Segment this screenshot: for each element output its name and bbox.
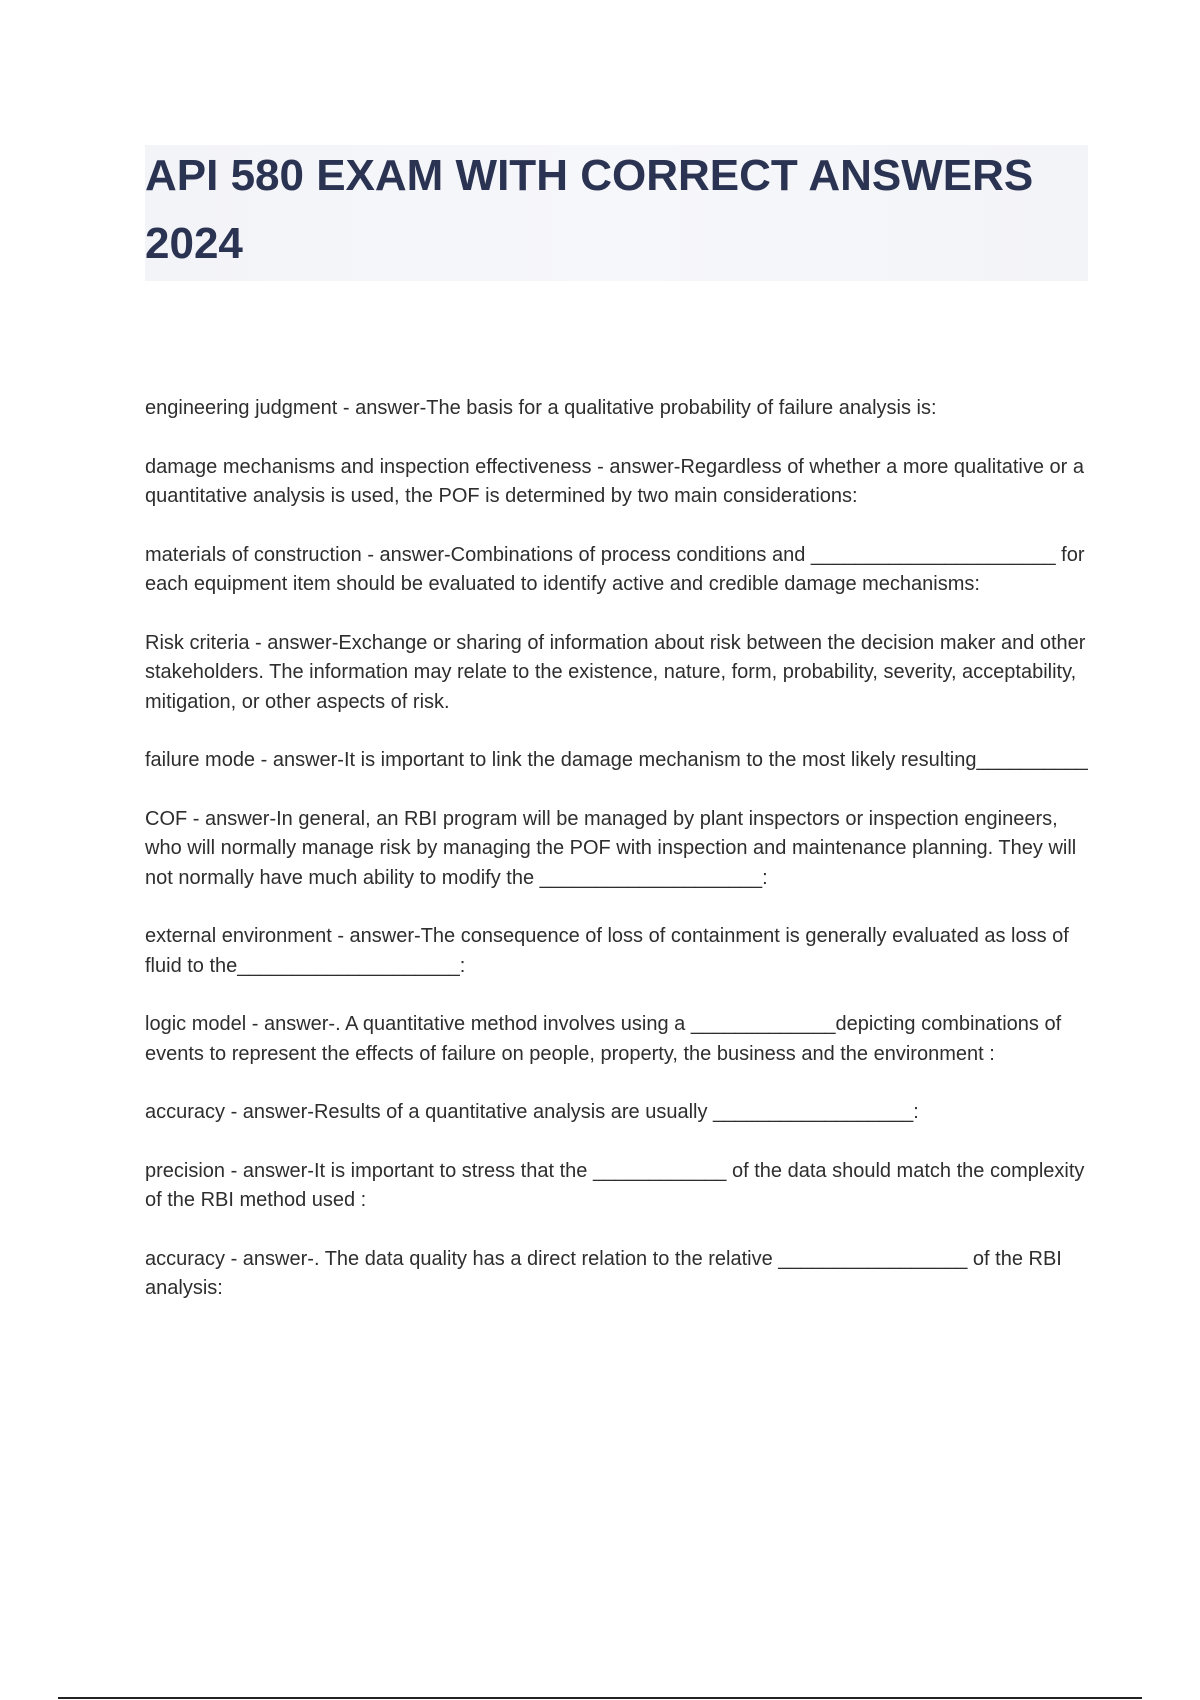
answer-separator: - answer- [337, 397, 427, 419]
question-text: It is important to link the damage mechanism to the most likely resulting__________ [343, 749, 1088, 771]
answer-text: accuracy [145, 1101, 226, 1123]
answer-separator: - answer- [249, 631, 339, 654]
answer-text: engineering judgment [145, 397, 338, 419]
question-text: . The data quality has a direct relation to the relative _________________ of the RBI analysis: [145, 1247, 1062, 1299]
question-text: The basis for a qualitative probability of failure analysis is: [426, 397, 937, 419]
answer-text: materials of construction [145, 543, 362, 566]
answer-text: COF [145, 807, 188, 830]
question-text: Exchange or sharing of information about risk between the decision maker and other stakeholders. The information may relate to the existence, nature, form, probability, severity, acceptability, mitigation, or other aspects of risk. [145, 631, 1086, 713]
answer-separator: - answer- [225, 1159, 314, 1182]
answer-separator: - answer- [225, 1247, 314, 1270]
answer-separator: - answer- [225, 1101, 314, 1123]
answer-text: precision [145, 1159, 226, 1182]
list-item [145, 922, 1090, 981]
list-item [145, 629, 1090, 718]
list-item [145, 453, 1090, 512]
list-item [145, 1157, 1090, 1216]
question-text: Regardless of whether a more qualitative or a quantitative analysis is used, the POF is determined by two main considerations: [145, 455, 1085, 507]
answer-separator: - answer- [187, 807, 277, 830]
answer-separator: - answer- [255, 749, 344, 771]
list-item [145, 541, 1090, 600]
answer-text: external environment [145, 925, 332, 947]
answer-separator: - answer- [361, 543, 451, 566]
answer-text: damage mechanisms and inspection effectiveness [145, 455, 592, 478]
answer-text: logic model [145, 1013, 247, 1035]
answer-text: failure mode [145, 749, 256, 771]
answer-text: accuracy [145, 1247, 226, 1270]
answer-separator: - answer- [331, 925, 421, 947]
answer-separator: - answer- [246, 1013, 336, 1035]
question-text: Results of a quantitative analysis are usually __________________: [313, 1101, 919, 1123]
qa-list [145, 394, 1090, 1333]
list-item [145, 1098, 1090, 1128]
list-item [145, 746, 1090, 776]
document-title: API 580 EXAM WITH CORRECT ANSWERS 2024 [145, 151, 1034, 268]
list-item [145, 805, 1090, 894]
question-text: The consequence of loss of containment is generally evaluated as loss of fluid to the____________________: [145, 925, 1069, 977]
answer-separator: - answer- [591, 455, 681, 478]
question-text: Combinations of process conditions and ______________________ for each equipment item should be evaluated to identify active and credible damage mechanisms: [145, 543, 1085, 595]
list-item [145, 1245, 1090, 1304]
question-text: . A quantitative method involves using a _____________depicting combinations of events to represent the effects of failure on people, property, the business and the environment : [145, 1013, 1062, 1065]
question-text: It is important to stress that the ____________ of the data should match the complexity of the RBI method used : [145, 1159, 1085, 1211]
footer-divider [58, 1697, 1142, 1699]
question-text: In general, an RBI program will be managed by plant inspectors or inspection engineers, who will normally manage risk by managing the POF with inspection and maintenance planning. They will not normally have much ability to modify the ____________________: [145, 807, 1077, 889]
list-item [145, 394, 1090, 424]
list-item [145, 1010, 1090, 1069]
answer-text: Risk criteria [145, 631, 250, 654]
